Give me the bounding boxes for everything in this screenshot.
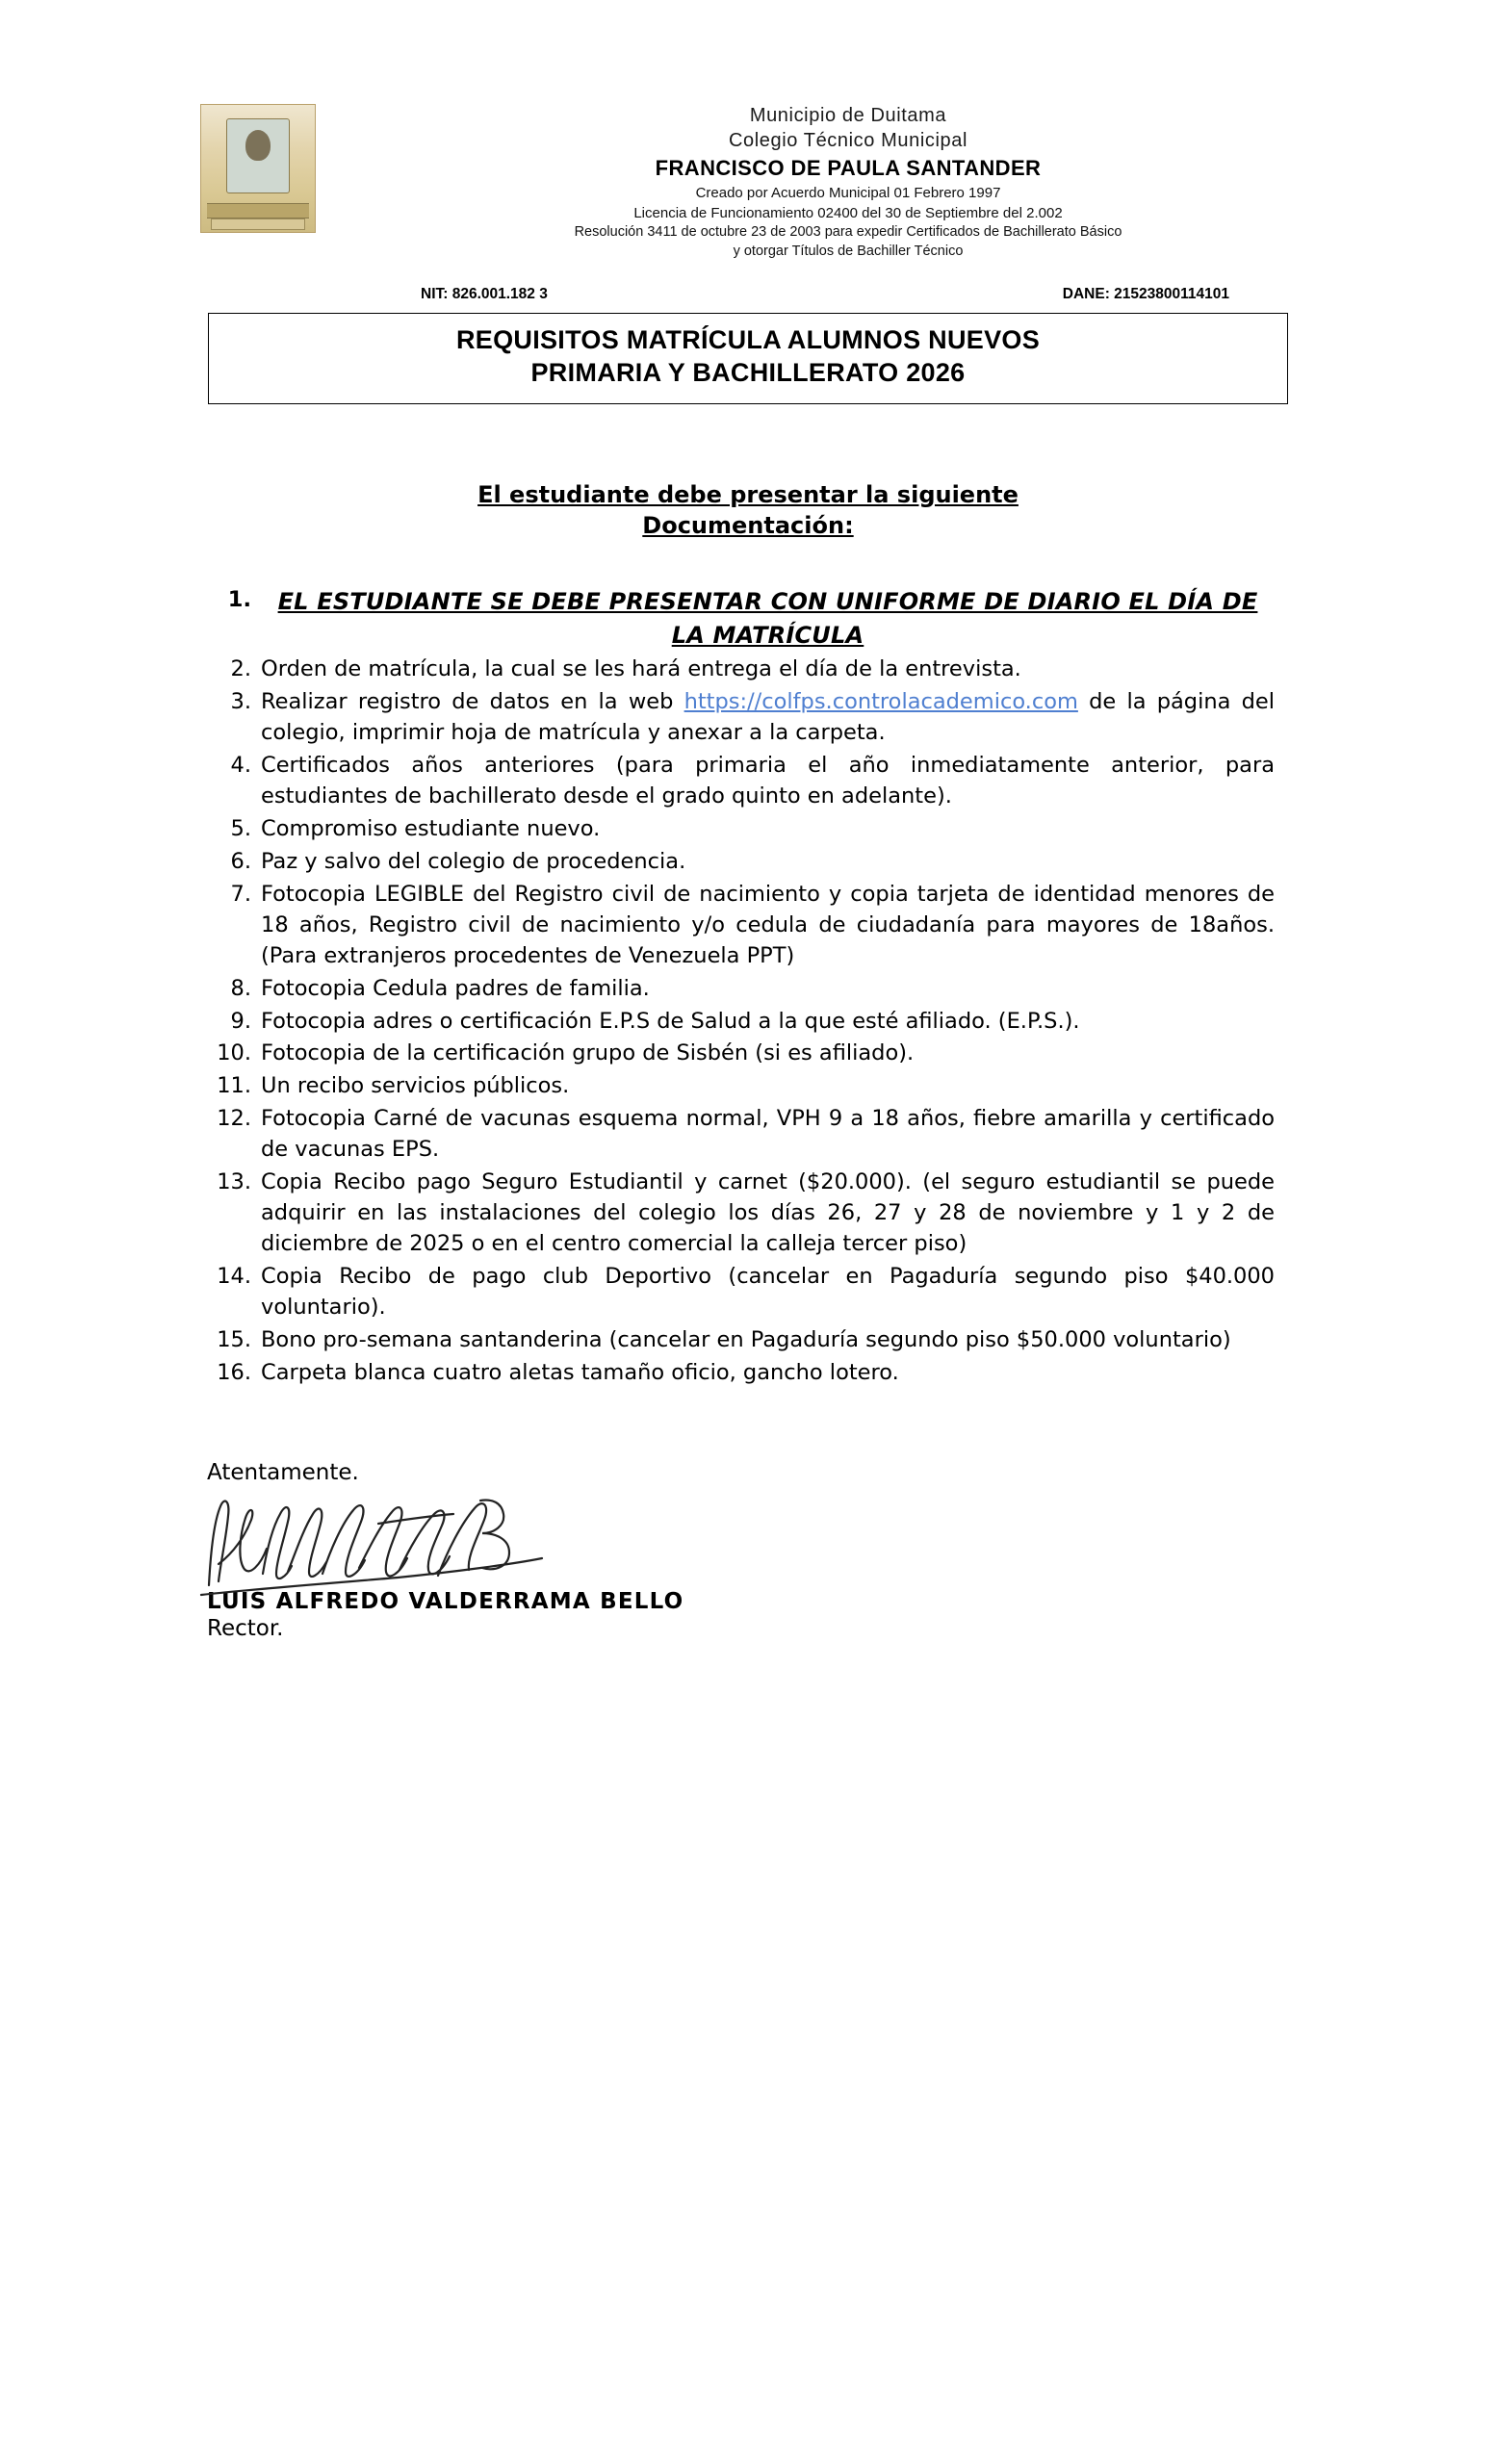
list-item-text: Fotocopia LEGIBLE del Registro civil de nacimiento y copia tarjeta de identidad menores de 18 años, Registro civil de nacimiento y/o cedula de ciudadanía para mayores de 18años. (Para extranjeros procedentes de Venezuela PPT) <box>261 881 1275 968</box>
school-type-line: Colegio Técnico Municipal <box>728 130 968 152</box>
identification-row <box>267 286 1229 303</box>
list-item-number: 10. <box>217 1040 251 1066</box>
list-item-text: Fotocopia de la certificación grupo de Sisbén (si es afiliado). <box>261 1040 915 1066</box>
nit-value: NIT: 826.001.182 3 <box>421 285 548 302</box>
page-subtitle: PRIMARIA Y BACHILLERATO 2026 <box>530 358 966 388</box>
document-title-box <box>208 313 1288 404</box>
list-item-text: Certificados años anteriores (para primaria el año inmediatamente anterior, para estudiantes de bachillerato desde el grado quinto en adelante). <box>261 753 1275 808</box>
municipality-line: Municipio de Duitama <box>749 105 947 126</box>
list-item <box>207 1358 1275 1389</box>
list-item-number: 4. <box>230 753 251 778</box>
registration-link[interactable]: https://colfps.controlacademico.com <box>684 689 1078 715</box>
list-item-text-after: de la página del colegio, imprimir hoja de matrícula y anexar a la carpeta. <box>261 689 1275 746</box>
resolution-line: Resolución 3411 de octubre 23 de 2003 para expedir Certificados de Bachillerato Básico <box>574 224 1122 241</box>
signer-name: LUIS ALFREDO VALDERRAMA BELLO <box>207 1588 684 1614</box>
list-item-number: 12. <box>217 1106 251 1132</box>
list-item-number: 2. <box>230 656 251 682</box>
list-item-number: 8. <box>230 975 251 1001</box>
school-crest-icon <box>200 104 316 233</box>
list-item-text: Un recibo servicios públicos. <box>261 1073 570 1099</box>
created-line: Creado por Acuerdo Municipal 01 Febrero 1997 <box>695 184 1001 201</box>
resolution-line-2: y otorgar Títulos de Bachiller Técnico <box>733 243 964 259</box>
list-item-text: Fotocopia Carné de vacunas esquema normal, VPH 9 a 18 años, fiebre amarilla y certificado de vacunas EPS. <box>261 1106 1275 1163</box>
list-item <box>207 1039 1275 1069</box>
handwritten-signature <box>207 1487 621 1595</box>
list-item-text: Copia Recibo de pago club Deportivo (cancelar en Pagaduría segundo piso $40.000 voluntario). <box>261 1264 1275 1320</box>
list-item-number: 13. <box>217 1169 251 1195</box>
list-item <box>207 880 1275 972</box>
list-item-number: 15. <box>217 1326 251 1352</box>
intro-block <box>0 479 1496 542</box>
list-item-text: Copia Recibo pago Seguro Estudiantil y carnet ($20.000). (el seguro estudiantil se puede adquirir en las instalaciones del colegio los días 26, 27 y 28 de noviembre y 1 y 2 de diciembre de 2025 o en el centro comercial la calleja tercer piso) <box>261 1169 1275 1257</box>
list-item <box>207 654 1275 685</box>
list-item-text: EL ESTUDIANTE SE DEBE PRESENTAR CON UNIFORME DE DIARIO EL DÍA DE LA MATRÍCULA <box>277 588 1258 650</box>
list-item-number: 1. <box>227 587 251 613</box>
header-text-block <box>202 104 1496 261</box>
list-item-text: Carpeta blanca cuatro aletas tamaño oficio, gancho lotero. <box>261 1359 899 1385</box>
requirements-section <box>207 585 1275 1388</box>
list-item-text-before: Realizar registro de datos en la web <box>261 689 684 715</box>
list-item <box>207 1007 1275 1038</box>
list-item <box>207 1104 1275 1166</box>
list-item-text: Fotocopia Cedula padres de familia. <box>261 975 650 1001</box>
dane-value: DANE: 21523800114101 <box>1062 285 1229 302</box>
list-item-text: Bono pro-semana santanderina (cancelar en Pagaduría segundo piso $50.000 voluntario) <box>261 1326 1231 1352</box>
requirements-list <box>207 585 1275 1388</box>
list-item <box>207 1168 1275 1260</box>
closing-text: Atentamente. <box>207 1459 359 1485</box>
list-item <box>207 814 1275 845</box>
school-name-line: FRANCISCO DE PAULA SANTANDER <box>655 155 1042 180</box>
signer-role: Rector. <box>207 1615 284 1641</box>
list-item <box>207 847 1275 878</box>
list-item <box>207 974 1275 1005</box>
list-item <box>207 1262 1275 1323</box>
page-title: REQUISITOS MATRÍCULA ALUMNOS NUEVOS <box>455 324 1041 354</box>
license-line: Licencia de Funcionamiento 02400 del 30 de Septiembre del 2.002 <box>633 204 1063 221</box>
list-item-text: Compromiso estudiante nuevo. <box>261 815 601 841</box>
document-header <box>0 0 1496 261</box>
list-item-number: 16. <box>217 1359 251 1385</box>
list-item <box>207 585 1275 653</box>
list-item <box>207 687 1275 749</box>
list-item <box>207 751 1275 812</box>
signature-block <box>207 1460 1496 1641</box>
list-item-text: Orden de matrícula, la cual se les hará entrega el día de la entrevista. <box>261 656 1021 682</box>
list-item-number: 7. <box>230 881 251 907</box>
list-item-number: 5. <box>230 815 251 841</box>
list-item <box>207 1071 1275 1102</box>
list-item-number: 14. <box>217 1264 251 1289</box>
intro-line-2: Documentación: <box>642 512 854 540</box>
list-item-number: 3. <box>230 689 251 715</box>
list-item <box>207 1325 1275 1356</box>
list-item-text: Paz y salvo del colegio de procedencia. <box>261 848 686 874</box>
list-item-number: 9. <box>230 1008 251 1034</box>
intro-line-1: El estudiante debe presentar la siguiente <box>477 480 1019 508</box>
list-item-number: 6. <box>230 848 251 874</box>
list-item-number: 11. <box>217 1073 251 1099</box>
list-item-text: Fotocopia adres o certificación E.P.S de Salud a la que esté afiliado. (E.P.S.). <box>261 1008 1080 1034</box>
